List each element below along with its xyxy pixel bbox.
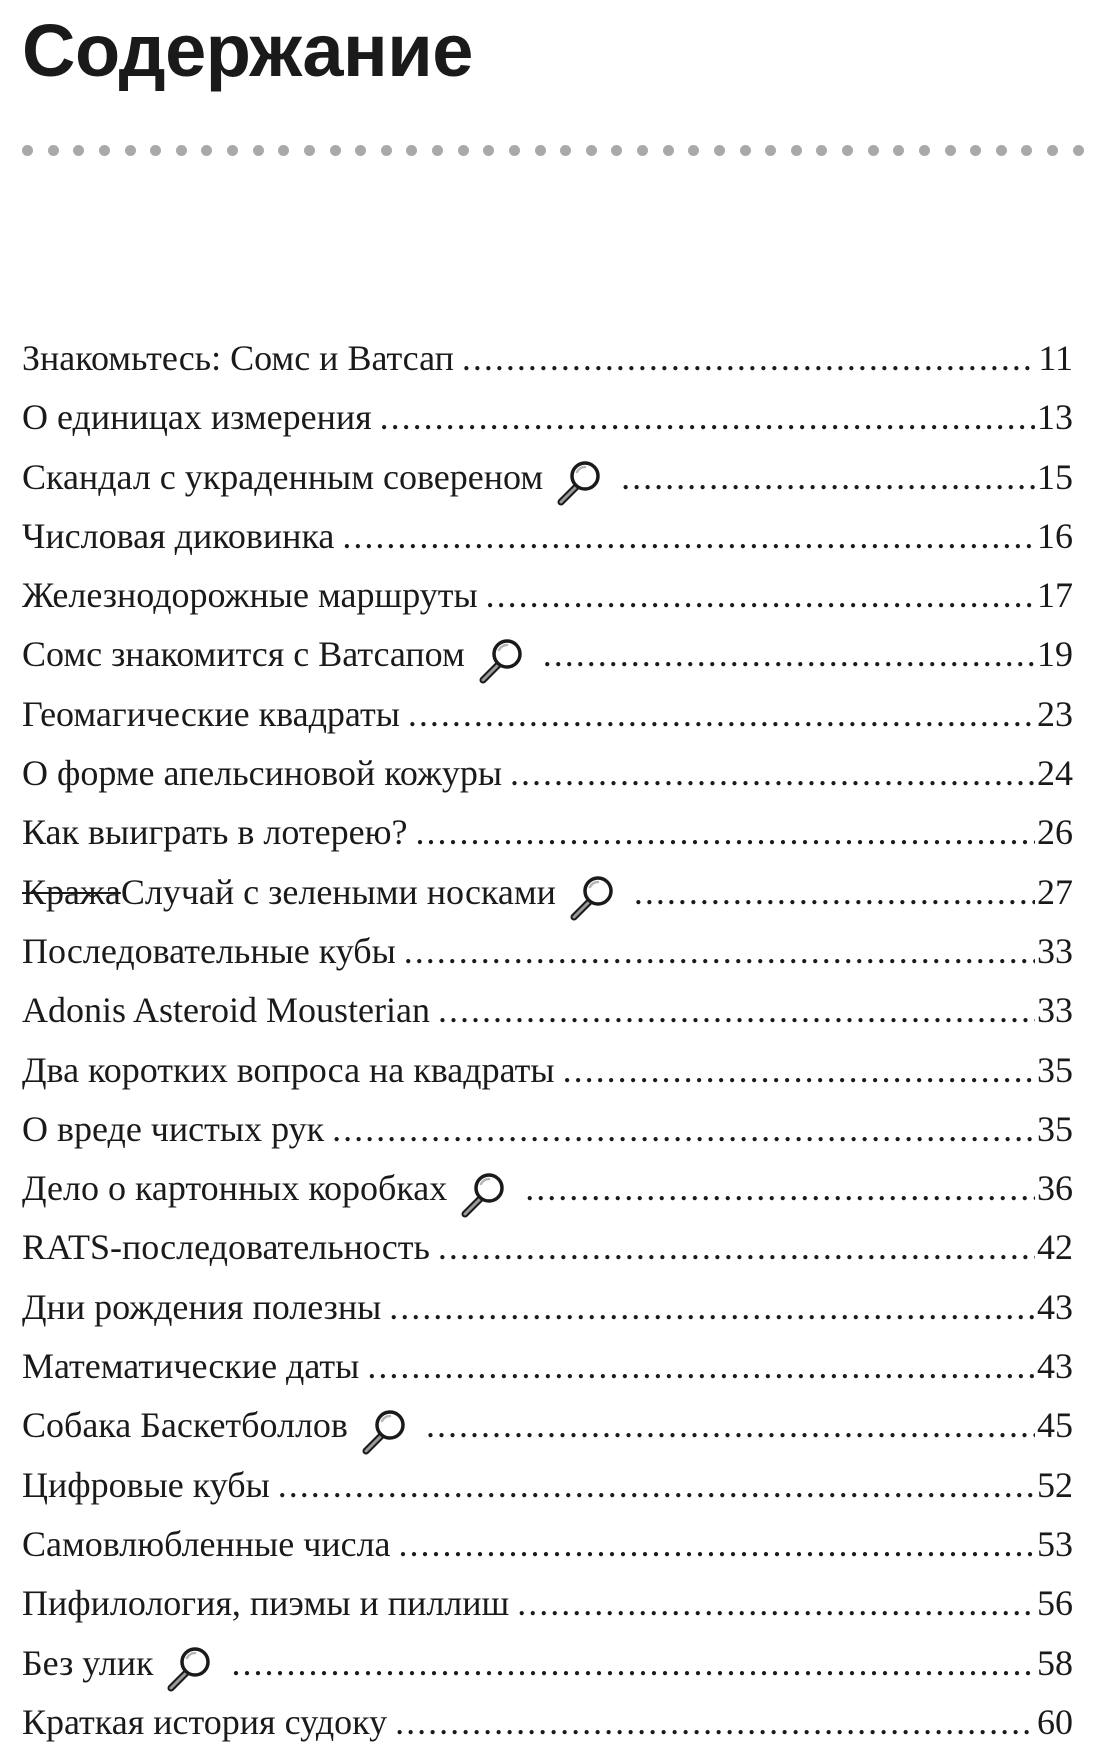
divider-dot (535, 145, 546, 156)
toc-entry (22, 808, 1073, 867)
dot-leader (332, 1105, 1035, 1153)
toc-entry-title (22, 1401, 348, 1449)
toc-entry-title (22, 334, 454, 382)
toc-entry-title (22, 808, 407, 856)
divider-dot (816, 145, 827, 156)
toc-entry (22, 1639, 1073, 1698)
toc-entry (22, 453, 1073, 512)
toc-entry-title (22, 749, 502, 797)
toc-entry-title (22, 1520, 391, 1568)
divider-dot (227, 145, 238, 156)
page-number: 35 (1037, 1049, 1073, 1090)
divider-dot (740, 145, 751, 156)
divider-dot (176, 145, 187, 156)
divider-dot (304, 145, 315, 156)
divider-dot (970, 145, 981, 156)
divider-dot (381, 145, 392, 156)
divider-dot (48, 145, 59, 156)
divider-dot (201, 145, 212, 156)
divider-dot (765, 145, 776, 156)
magnifier-icon (568, 873, 616, 921)
toc-entry-title (22, 1461, 270, 1509)
page-number: 13 (1037, 397, 1073, 438)
divider-dot (791, 145, 802, 156)
toc-entry (22, 571, 1073, 630)
toc-entry (22, 1698, 1073, 1757)
toc-entry-title-text: Скандал с украденным совереном (22, 456, 544, 497)
table-of-contents (22, 334, 1073, 1757)
page-number: 52 (1037, 1464, 1073, 1505)
divider-dot (330, 145, 341, 156)
dot-leader (517, 1579, 1035, 1627)
toc-entry (22, 1461, 1073, 1520)
toc-entry-title-text: Сомс знакомится с Ватсапом (22, 634, 465, 675)
toc-entry-title (22, 690, 400, 738)
page-number: 35 (1037, 1108, 1073, 1149)
dot-leader (426, 1401, 1035, 1449)
toc-entry-title-text: Железнодорожные маршруты (22, 575, 478, 616)
toc-entry-title-text: Собака Баскетболлов (22, 1405, 348, 1446)
magnifier-icon (165, 1644, 213, 1692)
toc-entry (22, 630, 1073, 689)
toc-entry (22, 1046, 1073, 1105)
toc-entry-title-text: О вреде чистых рук (22, 1108, 325, 1149)
toc-entry-title-text: Последовательные кубы (22, 930, 396, 971)
divider-dot (996, 145, 1007, 156)
toc-entry-title-text: Краткая история судоку (22, 1701, 388, 1742)
page-number: 26 (1037, 812, 1073, 853)
page-number: 19 (1037, 634, 1073, 675)
divider-dot (1021, 145, 1032, 156)
toc-entry-title-text: Дни рождения полезны (22, 1286, 382, 1327)
divider-dot (868, 145, 879, 156)
divider-dot (688, 145, 699, 156)
page-number: 42 (1037, 1227, 1073, 1268)
toc-entry-title (22, 1105, 324, 1153)
magnifier-icon (459, 1170, 507, 1218)
divider-dot (1073, 145, 1084, 156)
page-number: 43 (1037, 1286, 1073, 1327)
divider-dot (73, 145, 84, 156)
divider-dot (99, 145, 110, 156)
dot-leader (621, 453, 1035, 501)
divider-dot (125, 145, 136, 156)
toc-entry-title-text: Случай с зелеными носками (120, 871, 556, 912)
toc-entry-title (22, 630, 465, 678)
toc-entry-title-text: Дело о картонных коробках (22, 1168, 448, 1209)
dot-leader (462, 334, 1036, 382)
toc-entry-title-text: Числовая диковинка (22, 515, 335, 556)
toc-entry-title-text: RATS-последовательность (22, 1227, 430, 1268)
dot-leader (438, 1223, 1035, 1271)
toc-entry-title (22, 1046, 555, 1094)
toc-entry (22, 1401, 1073, 1460)
dot-leader (415, 808, 1035, 856)
toc-entry-title (22, 1639, 153, 1687)
toc-entry-title-text: О форме апельсиновой кожуры (22, 753, 503, 794)
divider-dot (432, 145, 443, 156)
toc-entry-title (22, 1579, 509, 1627)
toc-entry-title (22, 1223, 430, 1271)
toc-entry (22, 1342, 1073, 1401)
page-number: 33 (1037, 990, 1073, 1031)
page-number: 17 (1037, 575, 1073, 616)
divider-dot (611, 145, 622, 156)
divider-dot (663, 145, 674, 156)
toc-entry-title-text: Математические даты (22, 1346, 360, 1387)
toc-entry-title (22, 1283, 381, 1331)
toc-entry-title-text: Цифровые кубы (22, 1464, 270, 1505)
page-number: 58 (1037, 1642, 1073, 1683)
page-title: Содержание (22, 9, 473, 92)
toc-entry (22, 393, 1073, 452)
toc-entry (22, 1579, 1073, 1638)
page-number: 60 (1037, 1701, 1073, 1742)
toc-entry (22, 1164, 1073, 1223)
dotted-divider (22, 143, 1084, 157)
toc-entry (22, 1520, 1073, 1579)
page-number: 27 (1037, 871, 1073, 912)
toc-entry (22, 334, 1073, 393)
toc-entry-title-text: Без улик (22, 1642, 154, 1683)
toc-entry (22, 1283, 1073, 1342)
toc-entry-title-text: Геомагические квадраты (22, 693, 400, 734)
dot-leader (231, 1639, 1035, 1687)
divider-dot (150, 145, 161, 156)
dot-leader (395, 1698, 1035, 1746)
page-number: 43 (1037, 1346, 1073, 1387)
dot-leader (404, 927, 1035, 975)
toc-entry (22, 927, 1073, 986)
dot-leader (510, 749, 1035, 797)
toc-entry (22, 986, 1073, 1045)
toc-entry (22, 1223, 1073, 1282)
dot-leader (486, 571, 1035, 619)
toc-entry-title-text: Пифилология, пиэмы и пиллиш (22, 1583, 510, 1624)
page-number: 53 (1037, 1523, 1073, 1564)
dot-leader (563, 1046, 1035, 1094)
page-number: 33 (1037, 930, 1073, 971)
divider-dot (945, 145, 956, 156)
page-number: 16 (1037, 515, 1073, 556)
toc-entry-title (22, 453, 543, 501)
toc-entry-title (22, 927, 396, 975)
divider-dot (842, 145, 853, 156)
dot-leader (438, 986, 1035, 1034)
page-number: 36 (1037, 1168, 1073, 1209)
divider-dot (483, 145, 494, 156)
toc-entry-title (22, 868, 556, 916)
toc-entry-title (22, 571, 478, 619)
page-number: 45 (1037, 1405, 1073, 1446)
dot-leader (278, 1461, 1035, 1509)
page-number: 24 (1037, 753, 1073, 794)
toc-entry-title (22, 393, 372, 441)
page-number: 11 (1038, 338, 1073, 378)
dot-leader (367, 1342, 1035, 1390)
toc-entry (22, 512, 1073, 571)
toc-entry-title (22, 1164, 447, 1212)
toc-entry-title-text: Знакомьтесь: Сомс и Ватсап (22, 338, 454, 378)
dot-leader (525, 1164, 1035, 1212)
divider-dot (637, 145, 648, 156)
divider-dot (22, 145, 33, 156)
dot-leader (408, 690, 1035, 738)
divider-dot (919, 145, 930, 156)
dot-leader (380, 393, 1035, 441)
dot-leader (342, 512, 1035, 560)
toc-entry-title (22, 1698, 387, 1746)
divider-dot (560, 145, 571, 156)
toc-entry (22, 690, 1073, 749)
magnifier-icon (555, 458, 603, 506)
toc-entry (22, 1105, 1073, 1164)
toc-entry-title-text: Самовлюбленные числа (22, 1523, 391, 1564)
divider-dot (253, 145, 264, 156)
dot-leader (389, 1283, 1035, 1331)
dot-leader (634, 868, 1035, 916)
toc-entry-title (22, 512, 334, 560)
toc-entry-title (22, 1342, 359, 1390)
toc-entry-title-text: Как выиграть в лотерею? (22, 812, 408, 853)
toc-entry-title (22, 986, 430, 1034)
divider-dot (406, 145, 417, 156)
struck-through-text: Кража (22, 871, 121, 912)
magnifier-icon (360, 1407, 408, 1455)
divider-dot (278, 145, 289, 156)
toc-entry (22, 749, 1073, 808)
divider-dot (509, 145, 520, 156)
dot-leader (399, 1520, 1035, 1568)
dot-leader (543, 630, 1035, 678)
divider-dot (714, 145, 725, 156)
divider-dot (1047, 145, 1058, 156)
divider-dot (458, 145, 469, 156)
page-number: 23 (1037, 693, 1073, 734)
divider-dot (893, 145, 904, 156)
page-number: 56 (1037, 1583, 1073, 1624)
page-number: 15 (1037, 456, 1073, 497)
divider-dot (355, 145, 366, 156)
divider-dot (586, 145, 597, 156)
toc-entry-title-text: О единицах измерения (22, 397, 372, 438)
toc-entry-title-text: Два коротких вопроса на квадраты (22, 1049, 555, 1090)
toc-entry (22, 868, 1073, 927)
toc-entry-title-text: Adonis Asteroid Mousterian (22, 990, 430, 1031)
magnifier-icon (477, 636, 525, 684)
